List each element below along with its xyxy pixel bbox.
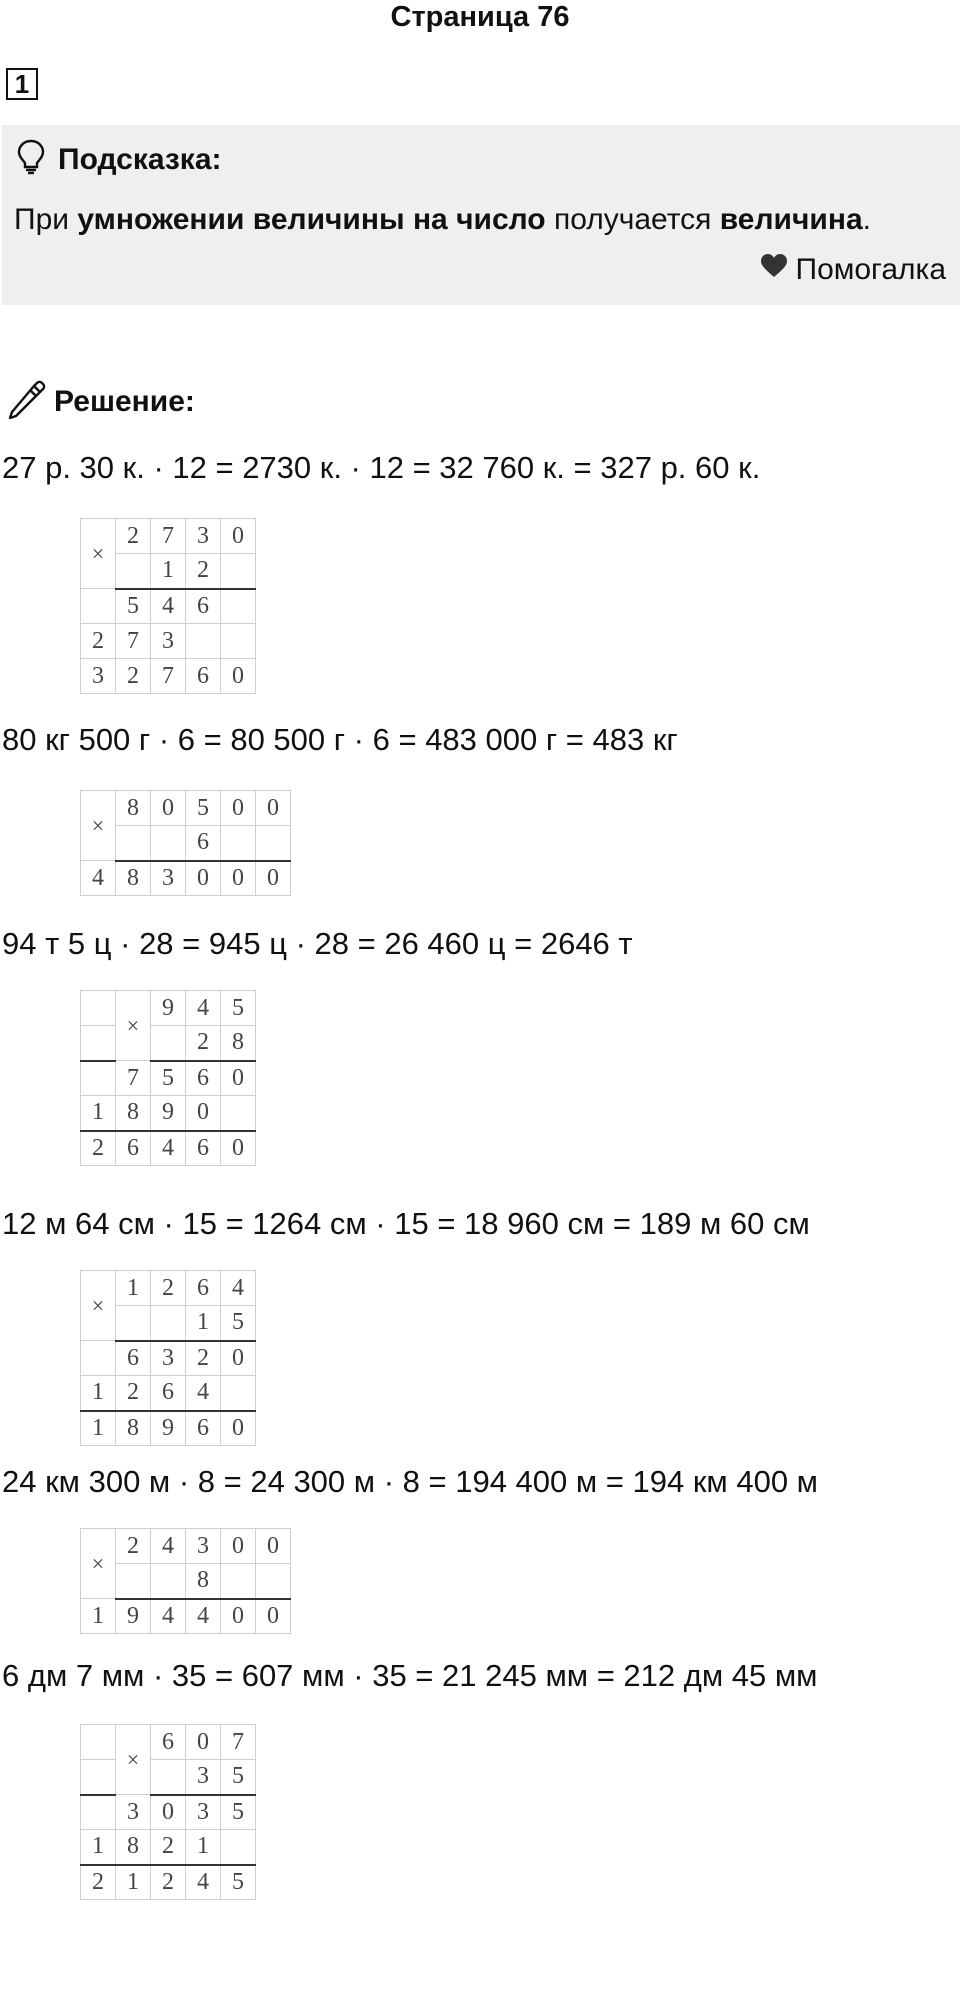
calc-cell bbox=[151, 1564, 186, 1599]
calc-cell: 0 bbox=[221, 1599, 256, 1634]
calc-cell: 6 bbox=[151, 1725, 186, 1760]
calc-row bbox=[81, 1376, 256, 1411]
calc-table-1 bbox=[80, 518, 256, 694]
calc-cell: 5 bbox=[186, 791, 221, 826]
calc-cell bbox=[256, 1564, 291, 1599]
calc-row bbox=[81, 1131, 256, 1166]
calc-cell bbox=[81, 1341, 116, 1376]
calc-cell: 0 bbox=[186, 1725, 221, 1760]
calc-cell: 0 bbox=[221, 1411, 256, 1446]
calc-cell: 7 bbox=[151, 519, 186, 554]
calc-cell: 0 bbox=[221, 1341, 256, 1376]
calc-row bbox=[81, 1026, 256, 1061]
calc-row bbox=[81, 624, 256, 659]
calc-cell: 7 bbox=[151, 659, 186, 694]
calc-cell: 1 bbox=[81, 1599, 116, 1634]
calc-cell: 2 bbox=[151, 1865, 186, 1900]
lightbulb-icon bbox=[16, 139, 58, 180]
calc-cell bbox=[221, 1830, 256, 1865]
calc-cell: 8 bbox=[186, 1564, 221, 1599]
multiply-sign: × bbox=[81, 1529, 116, 1599]
calc-cell: 4 bbox=[151, 1599, 186, 1634]
calc-row bbox=[81, 1760, 256, 1795]
calc-cell: 1 bbox=[116, 1271, 151, 1306]
calc-cell: 6 bbox=[186, 1411, 221, 1446]
calc-row bbox=[81, 1341, 256, 1376]
multiply-sign: × bbox=[81, 1271, 116, 1341]
calc-cell: 0 bbox=[256, 861, 291, 896]
calc-cell: 6 bbox=[186, 1131, 221, 1166]
calc-cell: 6 bbox=[186, 659, 221, 694]
calc-cell: 3 bbox=[186, 1795, 221, 1830]
calc-cell: 5 bbox=[221, 1795, 256, 1830]
calc-table-5 bbox=[80, 1528, 291, 1634]
calc-cell: 6 bbox=[186, 1271, 221, 1306]
calc-cell: 9 bbox=[116, 1599, 151, 1634]
calc-cell: 2 bbox=[81, 1865, 116, 1900]
calc-cell: 6 bbox=[186, 1061, 221, 1096]
calc-cell: 1 bbox=[151, 554, 186, 589]
calc-cell: 0 bbox=[221, 519, 256, 554]
calc-cell: 8 bbox=[221, 1026, 256, 1061]
calc-cell: 3 bbox=[186, 519, 221, 554]
calc-cell: 6 bbox=[186, 589, 221, 624]
equation-4: 12 м 64 см · 15 = 1264 см · 15 = 18 960 см = 189 м 60 см bbox=[2, 1206, 810, 1241]
calc-row bbox=[81, 1725, 256, 1760]
calc-cell bbox=[151, 1760, 186, 1795]
calc-row bbox=[81, 1061, 256, 1096]
calc-cell: 8 bbox=[116, 861, 151, 896]
calc-cell: 9 bbox=[151, 1411, 186, 1446]
calc-cell bbox=[221, 1376, 256, 1411]
calc-cell: 4 bbox=[186, 1599, 221, 1634]
calc-cell: 7 bbox=[116, 624, 151, 659]
calc-cell: 5 bbox=[221, 1760, 256, 1795]
calc-cell bbox=[116, 826, 151, 861]
calc-cell bbox=[81, 1795, 116, 1830]
calc-cell: 2 bbox=[151, 1830, 186, 1865]
calc-row bbox=[81, 589, 256, 624]
calc-cell: 4 bbox=[186, 1376, 221, 1411]
calc-cell: 9 bbox=[151, 1096, 186, 1131]
calc-cell bbox=[81, 1026, 116, 1061]
calc-cell: 8 bbox=[116, 1096, 151, 1131]
calc-row bbox=[81, 791, 291, 826]
calc-cell bbox=[221, 589, 256, 624]
multiply-sign: × bbox=[116, 991, 151, 1061]
calc-cell: 2 bbox=[186, 1341, 221, 1376]
calc-cell: 5 bbox=[116, 589, 151, 624]
calc-cell: 5 bbox=[151, 1061, 186, 1096]
calc-cell: 5 bbox=[221, 991, 256, 1026]
hint-header bbox=[16, 139, 222, 180]
equation-3: 94 т 5 ц · 28 = 945 ц · 28 = 26 460 ц = 2646 т bbox=[2, 926, 633, 961]
calc-cell: 2 bbox=[116, 659, 151, 694]
calc-cell bbox=[116, 554, 151, 589]
calc-cell: 6 bbox=[116, 1131, 151, 1166]
calc-cell: 4 bbox=[221, 1271, 256, 1306]
calc-cell bbox=[116, 1306, 151, 1341]
calc-row bbox=[81, 519, 256, 554]
multiply-sign: × bbox=[81, 519, 116, 589]
equation-6: 6 дм 7 мм · 35 = 607 мм · 35 = 21 245 мм = 212 дм 45 мм bbox=[2, 1658, 818, 1693]
calc-cell: 0 bbox=[186, 861, 221, 896]
calc-cell bbox=[116, 1564, 151, 1599]
calc-row bbox=[81, 1411, 256, 1446]
calc-row bbox=[81, 1795, 256, 1830]
calc-row bbox=[81, 1271, 256, 1306]
calc-cell: 2 bbox=[186, 554, 221, 589]
calc-cell: 0 bbox=[221, 1061, 256, 1096]
calc-row bbox=[81, 1865, 256, 1900]
calc-cell: 4 bbox=[151, 1529, 186, 1564]
calc-cell bbox=[151, 1026, 186, 1061]
calc-cell: 2 bbox=[116, 519, 151, 554]
calc-table-4 bbox=[80, 1270, 256, 1446]
calc-cell bbox=[81, 1760, 116, 1795]
calc-cell: 4 bbox=[151, 1131, 186, 1166]
calc-cell: 0 bbox=[186, 1096, 221, 1131]
calc-cell: 0 bbox=[256, 1599, 291, 1634]
heart-icon bbox=[760, 253, 796, 287]
calc-cell bbox=[221, 624, 256, 659]
solution-header bbox=[6, 378, 195, 425]
calc-cell: 7 bbox=[221, 1725, 256, 1760]
calc-cell: 5 bbox=[221, 1306, 256, 1341]
calc-cell: 1 bbox=[81, 1411, 116, 1446]
calc-cell: 2 bbox=[186, 1026, 221, 1061]
calc-cell: 0 bbox=[221, 861, 256, 896]
pencil-icon bbox=[6, 378, 54, 425]
multiply-sign: × bbox=[116, 1725, 151, 1795]
hint-credit-label: Помогалка bbox=[795, 253, 946, 286]
equation-2: 80 кг 500 г · 6 = 80 500 г · 6 = 483 000 г = 483 кг bbox=[2, 722, 678, 757]
calc-cell: 3 bbox=[81, 659, 116, 694]
page-title: Страница 76 bbox=[390, 1, 570, 33]
calc-cell: 3 bbox=[186, 1760, 221, 1795]
calc-cell: 4 bbox=[186, 1865, 221, 1900]
calc-cell bbox=[221, 826, 256, 861]
calc-cell bbox=[221, 1564, 256, 1599]
calc-cell: 3 bbox=[151, 624, 186, 659]
calc-cell: 1 bbox=[81, 1096, 116, 1131]
calc-cell: 2 bbox=[81, 624, 116, 659]
calc-cell: 2 bbox=[151, 1271, 186, 1306]
calc-cell: 8 bbox=[116, 791, 151, 826]
calc-cell bbox=[221, 1096, 256, 1131]
calc-cell: 8 bbox=[116, 1411, 151, 1446]
calc-cell bbox=[81, 1061, 116, 1096]
calc-cell: 3 bbox=[151, 1341, 186, 1376]
calc-cell: 3 bbox=[186, 1529, 221, 1564]
calc-cell: 0 bbox=[221, 791, 256, 826]
calc-cell: 0 bbox=[221, 1529, 256, 1564]
hint-credit bbox=[760, 253, 947, 287]
calc-cell bbox=[221, 554, 256, 589]
calc-cell: 1 bbox=[81, 1830, 116, 1865]
calc-row bbox=[81, 1830, 256, 1865]
calc-cell: 2 bbox=[81, 1131, 116, 1166]
calc-cell: 1 bbox=[116, 1865, 151, 1900]
multiply-sign: × bbox=[81, 791, 116, 861]
calc-cell: 0 bbox=[151, 1795, 186, 1830]
calc-cell: 1 bbox=[186, 1830, 221, 1865]
calc-cell: 0 bbox=[256, 1529, 291, 1564]
calc-cell: 0 bbox=[221, 659, 256, 694]
calc-cell bbox=[81, 991, 116, 1026]
calc-row bbox=[81, 1599, 291, 1634]
calc-cell: 2 bbox=[116, 1529, 151, 1564]
hint-title: Подсказка: bbox=[58, 142, 222, 176]
calc-cell bbox=[81, 589, 116, 624]
equation-1: 27 р. 30 к. · 12 = 2730 к. · 12 = 32 760 к. = 327 р. 60 к. bbox=[2, 450, 761, 485]
calc-row bbox=[81, 861, 291, 896]
calc-cell bbox=[81, 1725, 116, 1760]
calc-cell: 9 bbox=[151, 991, 186, 1026]
calc-cell: 8 bbox=[116, 1830, 151, 1865]
calc-table-2 bbox=[80, 790, 291, 896]
calc-cell: 3 bbox=[151, 861, 186, 896]
calc-cell: 3 bbox=[116, 1795, 151, 1830]
calc-cell: 7 bbox=[116, 1061, 151, 1096]
hint-box bbox=[2, 125, 960, 305]
calc-cell: 2 bbox=[116, 1376, 151, 1411]
solution-title: Решение: bbox=[54, 384, 195, 418]
calc-cell: 5 bbox=[221, 1865, 256, 1900]
calc-cell: 4 bbox=[186, 991, 221, 1026]
calc-row bbox=[81, 659, 256, 694]
calc-table-3 bbox=[80, 990, 256, 1166]
calc-cell: 0 bbox=[151, 791, 186, 826]
equation-5: 24 км 300 м · 8 = 24 300 м · 8 = 194 400 м = 194 км 400 м bbox=[2, 1464, 818, 1499]
hint-text: При умножении величины на число получается величина. bbox=[14, 203, 871, 236]
calc-cell bbox=[151, 826, 186, 861]
calc-cell: 1 bbox=[81, 1376, 116, 1411]
calc-cell: 6 bbox=[186, 826, 221, 861]
calc-cell: 0 bbox=[221, 1131, 256, 1166]
calc-row bbox=[81, 991, 256, 1026]
calc-cell: 1 bbox=[186, 1306, 221, 1341]
calc-table-6 bbox=[80, 1724, 256, 1900]
calc-cell: 6 bbox=[116, 1341, 151, 1376]
calc-cell bbox=[186, 624, 221, 659]
calc-cell: 0 bbox=[256, 791, 291, 826]
calc-cell bbox=[256, 826, 291, 861]
task-number-badge: 1 bbox=[6, 68, 38, 100]
calc-row bbox=[81, 1529, 291, 1564]
calc-cell: 6 bbox=[151, 1376, 186, 1411]
calc-cell bbox=[151, 1306, 186, 1341]
calc-cell: 4 bbox=[81, 861, 116, 896]
calc-cell: 4 bbox=[151, 589, 186, 624]
calc-row bbox=[81, 1096, 256, 1131]
